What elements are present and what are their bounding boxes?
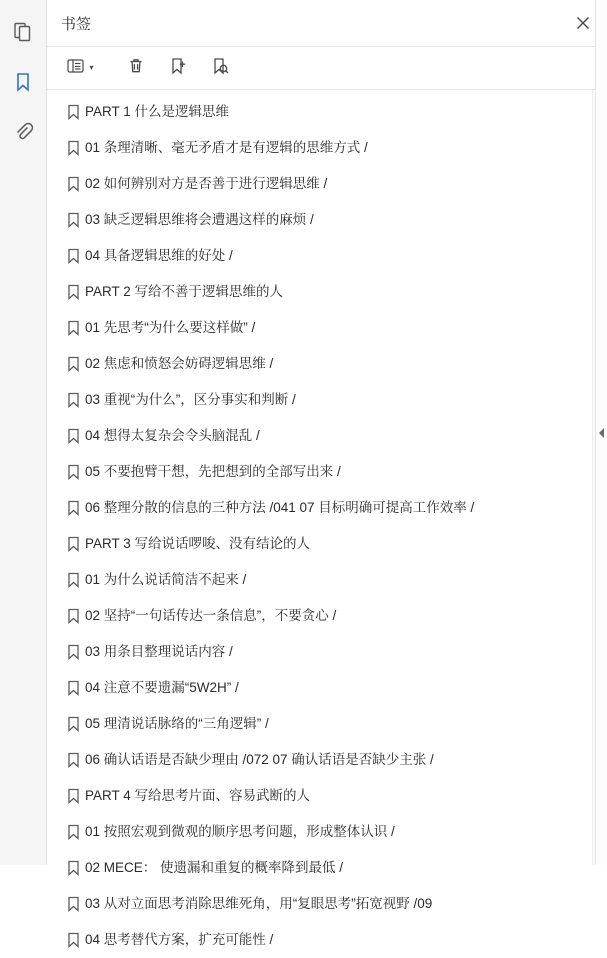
bookmark-icon — [61, 886, 85, 922]
close-panel-button[interactable] — [569, 9, 597, 37]
bookmark-label: 01 条理清晰、毫无矛盾才是有逻辑的思维方式 / — [85, 140, 368, 155]
bookmark-options-button[interactable] — [61, 54, 99, 82]
bookmark-label: 04 具备逻辑思维的好处 / — [85, 248, 233, 263]
bookmark-icon — [61, 310, 85, 346]
bookmark-label: 03 重视“为什么”，区分事实和判断 / — [85, 392, 296, 407]
bookmark-icon — [61, 562, 85, 598]
edit-bookmark-button[interactable] — [201, 54, 239, 82]
bookmark-label: 01 先思考“为什么要这样做” / — [85, 320, 256, 335]
bookmark-row[interactable] — [47, 274, 593, 310]
edit-bookmark-icon — [210, 56, 230, 81]
bookmark-row[interactable] — [47, 634, 593, 670]
add-bookmark-button[interactable] — [159, 54, 197, 82]
chevron-down-icon: ▾ — [89, 63, 94, 72]
page-title: 书签 — [61, 15, 92, 33]
bookmark-row[interactable] — [47, 238, 593, 274]
bookmark-icon — [61, 778, 85, 814]
list-options-icon — [66, 57, 86, 80]
bookmark-row[interactable] — [47, 814, 593, 850]
bookmark-icon — [61, 490, 85, 526]
bookmark-row[interactable] — [47, 670, 593, 706]
rail-item-bookmarks[interactable] — [7, 66, 39, 98]
bookmark-label: 03 缺乏逻辑思维将会遭遇这样的麻烦 / — [85, 212, 314, 227]
bookmark-icon — [61, 850, 85, 886]
bookmark-label: 05 理清说话脉络的“三角逻辑” / — [85, 716, 269, 731]
chevron-right-icon — [599, 428, 604, 438]
sidebar-rail — [0, 0, 47, 865]
rail-item-thumbnails[interactable] — [7, 16, 39, 48]
bookmarks-list[interactable] — [47, 90, 593, 947]
bookmark-icon — [61, 922, 85, 958]
bookmark-row[interactable] — [47, 598, 593, 634]
bookmark-label: 02 如何辨别对方是否善于进行逻辑思维 / — [85, 176, 328, 191]
bookmark-row[interactable] — [47, 310, 593, 346]
bookmark-row[interactable] — [47, 202, 593, 238]
bookmark-label: PART 3 写给说话啰唆、没有结论的人 — [85, 536, 311, 551]
bookmark-row[interactable] — [47, 418, 593, 454]
bookmark-row[interactable] — [47, 490, 593, 526]
bookmark-row[interactable] — [47, 346, 593, 382]
bookmark-icon — [61, 202, 85, 238]
bookmark-icon — [61, 814, 85, 850]
bookmark-label: 04 注意不要遗漏“5W2H” / — [85, 680, 239, 695]
bookmark-icon — [61, 634, 85, 670]
attachment-icon — [12, 121, 34, 143]
bookmark-row[interactable] — [47, 706, 593, 742]
panel-collapse-handle[interactable] — [595, 0, 607, 865]
bookmark-icon — [61, 166, 85, 202]
bookmark-label: 01 为什么说话简洁不起来 / — [85, 572, 247, 587]
panel-header — [47, 0, 607, 47]
bookmark-label: 03 用条目整理说话内容 / — [85, 644, 233, 659]
rail-item-attachments[interactable] — [7, 116, 39, 148]
bookmark-label: 03 从对立面思考消除思维死角，用“复眼思考”拓宽视野 /09 — [85, 896, 433, 911]
bookmark-row[interactable] — [47, 130, 593, 166]
bookmark-row[interactable] — [47, 562, 593, 598]
bookmark-row[interactable] — [47, 526, 593, 562]
bookmark-icon — [61, 598, 85, 634]
bookmark-icon — [61, 670, 85, 706]
bookmark-row[interactable] — [47, 94, 593, 130]
bookmark-row[interactable] — [47, 742, 593, 778]
trash-icon — [126, 56, 146, 81]
bookmark-row[interactable] — [47, 850, 593, 886]
bookmark-row[interactable] — [47, 454, 593, 490]
bookmark-label: 05 不要抱臂干想，先把想到的全部写出来 / — [85, 464, 341, 479]
bookmark-row[interactable] — [47, 382, 593, 418]
bookmark-icon — [61, 130, 85, 166]
bookmark-icon — [61, 274, 85, 310]
add-bookmark-icon — [168, 56, 188, 81]
bookmark-icon — [61, 418, 85, 454]
bookmark-icon — [61, 346, 85, 382]
bookmark-label: 04 想得太复杂会令头脑混乱 / — [85, 428, 260, 443]
bookmark-row[interactable] — [47, 166, 593, 202]
bookmark-label: 02 焦虑和愤怒会妨碍逻辑思维 / — [85, 356, 274, 371]
bookmark-icon — [61, 382, 85, 418]
bookmark-icon — [12, 71, 34, 93]
bookmark-row[interactable] — [47, 778, 593, 814]
bookmark-label: 02 MECE： 使遗漏和重复的概率降到最低 / — [85, 860, 344, 875]
bookmark-icon — [61, 94, 85, 130]
bookmark-label: 06 确认话语是否缺少理由 /072 07 确认话语是否缺少主张 / — [85, 752, 434, 767]
bookmark-icon — [61, 526, 85, 562]
bookmark-row[interactable] — [47, 886, 593, 922]
bookmark-label: PART 2 写给不善于逻辑思维的人 — [85, 284, 284, 299]
bookmark-icon — [61, 454, 85, 490]
bookmark-label: 01 按照宏观到微观的顺序思考问题，形成整体认识 / — [85, 824, 395, 839]
bookmark-icon — [61, 238, 85, 274]
bookmarks-list-container — [47, 90, 607, 947]
bookmark-row[interactable] — [47, 922, 593, 958]
bookmark-label: PART 4 写给思考片面、容易武断的人 — [85, 788, 311, 803]
bookmarks-toolbar — [47, 47, 607, 90]
bookmark-label: 06 整理分散的信息的三种方法 /041 07 目标明确可提高工作效率 / — [85, 500, 475, 515]
bookmark-label: 02 坚持“一句话传达一条信息”，不要贪心 / — [85, 608, 337, 623]
bookmark-label: 04 思考替代方案，扩充可能性 / — [85, 932, 274, 947]
delete-bookmark-button[interactable] — [117, 54, 155, 82]
pages-thumbnail-icon — [12, 21, 34, 43]
bookmark-icon — [61, 706, 85, 742]
bookmark-icon — [61, 742, 85, 778]
bookmark-label: PART 1 什么是逻辑思维 — [85, 104, 230, 119]
bookmarks-panel — [47, 0, 607, 947]
